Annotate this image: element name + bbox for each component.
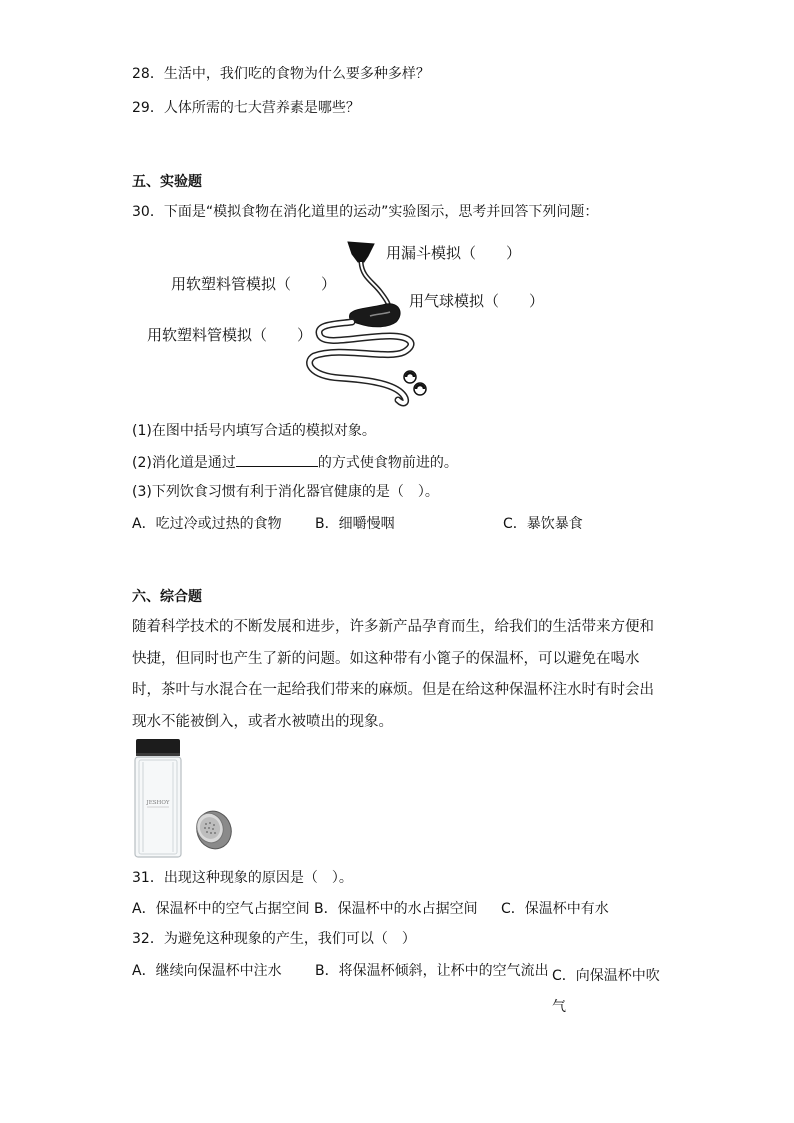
question-32-options	[132, 961, 662, 1021]
sub-question-1: (1)在图中括号内填写合适的模拟对象。	[132, 423, 376, 439]
q31-option-a: A．保温杯中的空气占据空间	[132, 901, 310, 917]
q32-option-c: C．向保温杯中吹气	[552, 968, 660, 1015]
q32-option-b: B．将保温杯倾斜，让杯中的空气流出	[315, 963, 549, 979]
section-6-paragraph: 随着科学技术的不断发展和进步，许多新产品孕育而生，给我们的生活带来方便和快捷，但同时也产生了新的问题。如这种带有小篦子的保温杯，可以避免在喝水时，茶叶与水混合在一起给我们带来的麻烦。但是在给这种保温杯注水时有时会出现水不能被倒入，或者水被喷出的现象。	[132, 619, 654, 730]
section-5-heading: 五、实验题	[132, 174, 202, 190]
option-c: C．暴饮暴食	[503, 516, 583, 532]
label-balloon: 用气球模拟（ ）	[409, 292, 545, 310]
cup-logo: JESHOY	[146, 800, 170, 806]
label-funnel: 用漏斗模拟（ ）	[386, 244, 522, 262]
label-tube-top: 用软塑料管模拟（ ）	[171, 275, 337, 293]
thermos-cup-image	[132, 738, 242, 860]
funnel-shape	[348, 242, 374, 262]
strainer-lid	[192, 806, 237, 853]
q32-option-a: A．继续向保温杯中注水	[132, 963, 282, 979]
question-30: 30．下面是“模拟食物在消化道里的运动”实验图示，思考并回答下列问题：	[132, 204, 599, 220]
question-28: 28．生活中，我们吃的食物为什么要多种多样？	[132, 66, 430, 82]
sub-question-3: (3)下列饮食习惯有利于消化器官健康的是（ ）。	[132, 484, 439, 500]
question-29: 29．人体所需的七大营养素是哪些？	[132, 100, 360, 116]
option-b: B．细嚼慢咽	[315, 516, 395, 532]
question-32: 32．为避免这种现象的产生，我们可以（ ）	[132, 931, 416, 947]
label-tube-bottom: 用软塑料管模拟（ ）	[147, 326, 313, 344]
option-a: A．吃过冷或过热的食物	[132, 516, 282, 532]
q31-option-b: B．保温杯中的水占据空间	[314, 901, 478, 917]
q31-option-c: C．保温杯中有水	[501, 901, 609, 917]
question-31: 31．出现这种现象的原因是（ ）。	[132, 870, 353, 886]
section-6-heading: 六、综合题	[132, 589, 202, 605]
answer-blank	[236, 452, 318, 467]
sub-question-2-after: 的方式使食物前进的。	[317, 455, 458, 471]
sub-question-2-before: (2)消化道是通过	[132, 455, 236, 471]
sub-question-2	[132, 452, 458, 473]
